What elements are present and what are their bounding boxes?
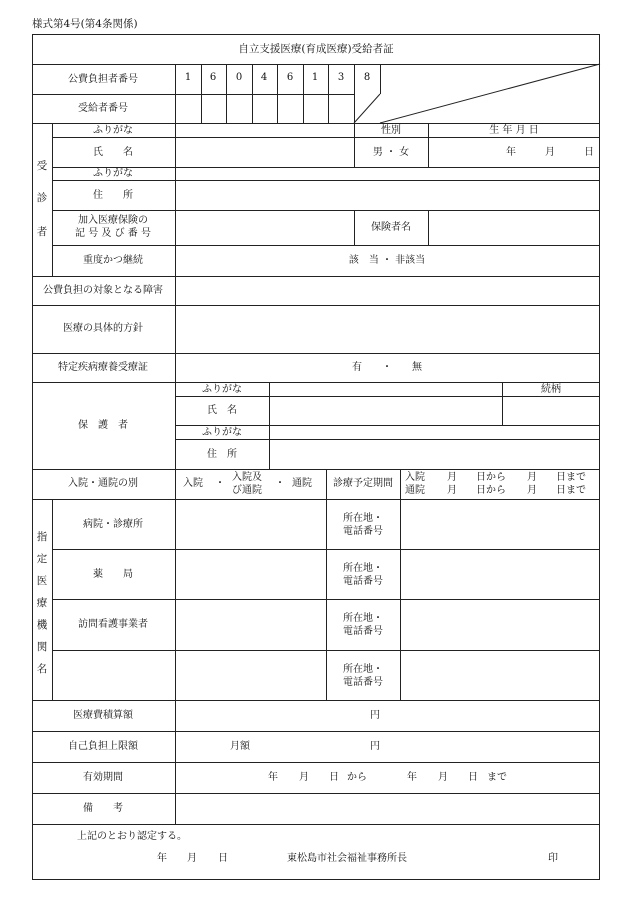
cert-month: 月: [187, 853, 197, 864]
gender-value: 男 ・ 女: [372, 147, 410, 158]
validity-label: 有効期間: [83, 772, 123, 783]
facilities-section-label-2: 定: [36, 553, 48, 565]
copay-label: 自己負担上限額: [68, 741, 138, 752]
admission-opt-both-2: び通院: [232, 485, 262, 496]
period-row1-until: 日まで: [556, 472, 586, 483]
period-row2-month2: 月: [527, 485, 537, 496]
cert-year: 年: [157, 853, 167, 864]
guardian-address-label: 住 所: [207, 449, 237, 460]
hospital-addr-label-2: 電話番号: [343, 526, 383, 537]
severity-value: 該 当 ・ 非該当: [348, 255, 426, 266]
validity-to: まで: [487, 772, 507, 783]
period-row2-from: 日から: [476, 485, 506, 496]
cost-total-unit: 円: [370, 710, 380, 721]
validity-year-1: 年: [268, 772, 278, 783]
payer-digit: 6: [209, 72, 217, 83]
period-row1-from: 日から: [476, 472, 506, 483]
insurer-label: 保険者名: [371, 222, 411, 233]
insurance-label-2: 記 号 及 び 番 号: [75, 228, 151, 239]
form-number: 様式第4号(第4条関係): [32, 18, 138, 30]
seal-mark: 印: [548, 853, 558, 864]
patient-furigana-label: ふりがな: [93, 125, 133, 136]
other-addr-label-1: 所在地・: [343, 664, 383, 675]
validity-month-1: 月: [299, 772, 309, 783]
hospital-addr-label-1: 所在地・: [343, 513, 383, 524]
copay-unit: 円: [370, 741, 380, 752]
payer-digit: 1: [184, 72, 192, 83]
disability-label: 公費負担の対象となる障害: [43, 285, 163, 296]
admission-opt-both-1: 入院及: [232, 472, 262, 483]
certificate-title: 自立支援医療(育成医療)受給者証: [238, 43, 394, 55]
facilities-section-label-4: 療: [36, 597, 48, 609]
guardian-name-label: 氏 名: [207, 405, 237, 416]
facilities-section-label-5: 機: [36, 619, 48, 631]
nursing-addr-label-1: 所在地・: [343, 613, 383, 624]
cost-total-label: 医療費積算額: [73, 710, 133, 721]
period-row1-month: 月: [447, 472, 457, 483]
payer-number-label: 公費負担者番号: [68, 74, 138, 85]
dob-day: 日: [584, 147, 594, 158]
pharmacy-addr-label-2: 電話番号: [343, 576, 383, 587]
certify-text: 上記のとおり認定する。: [77, 831, 187, 842]
validity-from: から: [347, 772, 367, 783]
certificate-frame: [32, 34, 600, 880]
validity-day-2: 日: [468, 772, 478, 783]
insurance-label-1: 加入医療保険の: [78, 215, 148, 226]
guardian-relation-label: 続柄: [541, 384, 561, 395]
facilities-section-label-3: 医: [36, 575, 48, 587]
validity-year-2: 年: [407, 772, 417, 783]
validity-month-2: 月: [438, 772, 448, 783]
payer-digit: 1: [311, 72, 319, 83]
guardian-furigana-label: ふりがな: [202, 384, 242, 395]
dob-month: 月: [545, 147, 555, 158]
payer-digit: 6: [286, 72, 294, 83]
cert-day: 日: [218, 853, 228, 864]
payer-digit: 8: [363, 72, 371, 83]
guardian-section-label: 保 護 者: [78, 420, 128, 431]
nursing-addr-label-2: 電話番号: [343, 626, 383, 637]
patient-section-label-1: 受: [36, 160, 48, 172]
facilities-section-label-1: 指: [36, 531, 48, 543]
period-row2-month: 月: [447, 485, 457, 496]
admission-sep-2: ・: [275, 478, 285, 489]
issuer-name: 東松島市社会福祉事務所長: [287, 853, 407, 864]
period-row2-until: 日まで: [556, 485, 586, 496]
recipient-number-label: 受給者番号: [78, 103, 128, 114]
nursing-label: 訪問看護事業者: [78, 619, 148, 630]
payer-digit: 3: [337, 72, 345, 83]
patient-section-label-2: 診: [36, 192, 48, 204]
dob-label: 生 年 月 日: [489, 125, 539, 136]
guardian-furigana2-label: ふりがな: [202, 427, 242, 438]
severity-label: 重度かつ継続: [83, 255, 143, 266]
period-row2-type: 通院: [405, 485, 425, 496]
admission-sep-1: ・: [215, 478, 225, 489]
dob-year: 年: [506, 147, 516, 158]
payer-digit: 4: [260, 72, 268, 83]
policy-label: 医療の具体的方針: [63, 323, 143, 334]
hospital-label: 病院・診療所: [83, 519, 143, 530]
gender-label: 性別: [381, 125, 401, 136]
pharmacy-addr-label-1: 所在地・: [343, 563, 383, 574]
facilities-section-label-7: 名: [36, 663, 48, 675]
period-row1-type: 入院: [405, 472, 425, 483]
admission-opt-inpatient: 入院: [183, 478, 203, 489]
patient-address-label: 住 所: [93, 190, 133, 201]
patient-name-label: 氏 名: [93, 147, 133, 158]
specific-disease-value: 有 ・ 無: [352, 362, 422, 373]
payer-digit: 0: [235, 72, 243, 83]
pharmacy-label: 薬 局: [93, 569, 133, 580]
remarks-label: 備 考: [83, 803, 123, 814]
patient-furigana2-label: ふりがな: [93, 168, 133, 179]
validity-day-1: 日: [329, 772, 339, 783]
period-row1-month2: 月: [527, 472, 537, 483]
period-label: 診療予定期間: [333, 478, 393, 489]
other-addr-label-2: 電話番号: [343, 677, 383, 688]
copay-monthly: 月額: [230, 741, 250, 752]
admission-label: 入院・通院の別: [68, 478, 138, 489]
facilities-section-label-6: 関: [36, 641, 48, 653]
patient-section-label-3: 者: [36, 226, 48, 238]
specific-disease-label: 特定疾病療養受療証: [58, 362, 148, 373]
admission-opt-outpatient: 通院: [292, 478, 312, 489]
